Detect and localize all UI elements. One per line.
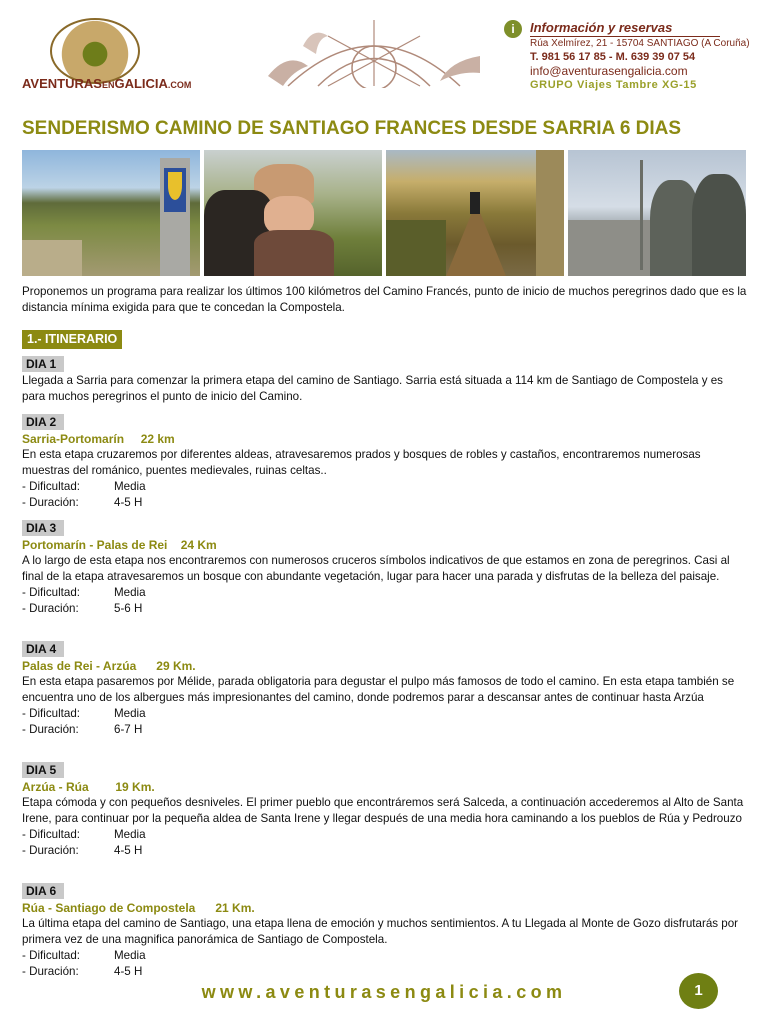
day-description: En esta etapa cruzaremos por diferentes aldeas, atravesaremos prados y bosques de robles y castaños, encontraremos numerosas muestras del románico, puentes medievales, ruinas celtas.. [22,448,701,477]
photo-pilgrim-hiker [204,150,382,276]
difficulty-row: - Dificultad: Media [22,586,146,599]
day-route: Palas de Rei - Arzúa 29 Km. [22,659,196,673]
info-title: Información y reservas [530,20,673,35]
day-description: La última etapa del camino de Santiago, una etapa llena de emoción y muchos sentimientos. A tu Llegada al Monte de Gozo disfrutarás por primera vez de una magnifica panorámica de Santiago de Compostela. [22,917,739,946]
day-block [22,355,748,405]
difficulty-row: - Dificultad: Media [22,949,146,962]
day-description: En esta etapa pasaremos por Mélide, parada obligatoria para degustar el pulpo más famosos de todo el camino. En esta etapa también se encuentra uno de los albergues más impresionantes del camino, donde podremos parar a descansar antes de continuar hasta Arzúa [22,675,735,704]
section-title-itinerary: 1.- ITINERARIO [22,330,122,349]
photo-pilgrim-statues [568,150,746,276]
day-description: A lo largo de esta etapa nos encontraremos con numerosos cruceros símbolos indicativos de que estamos en zona de peregrinos. Casi al final de la etapa atravesaremos un bosque con abundante vegetación, lugar para hacer una parada y disfrutas de la belleza del paisaje. [22,554,730,583]
compass-rose-decoration [258,16,490,88]
difficulty-row: - Dificultad: Media [22,828,146,841]
contact-info-block [502,18,752,98]
agency-group: GRUPO Viajes Tambre XG-15 [530,79,697,91]
day-block [22,761,748,858]
difficulty-row: - Dificultad: Media [22,480,146,493]
duration-row: - Duración: 6-7 H [22,722,143,736]
day-route: Arzúa - Rúa 19 Km. [22,780,155,794]
day-block [22,519,748,616]
intro-paragraph: Proponemos un programa para realizar los últimos 100 kilómetros del Camino Francés, punto de inicio de muchos peregrinos dado que es la distancia mínima exigida para que te concedan la Compostela. [22,285,747,314]
day-badge: DIA 1 [22,356,64,372]
day-route: Sarria-Portomarín 22 km [22,432,175,446]
email-link[interactable]: info@aventurasengalicia.com [530,64,688,78]
day-badge: DIA 3 [22,520,64,536]
duration-row: - Duración: 4-5 H [22,964,143,978]
logo-emblem [50,18,140,84]
day-badge: DIA 5 [22,762,64,778]
phone-number[interactable]: T. 981 56 17 85 - M. 639 39 07 54 [530,51,696,63]
day-block [22,640,748,737]
day-route: Rúa - Santiago de Compostela 21 Km. [22,901,255,915]
page-number-badge: 1 [679,973,718,1009]
day-block [22,413,748,510]
logo-text: AVENTURASENGALICIA.COM [22,76,192,91]
difficulty-row: - Dificultad: Media [22,707,146,720]
photo-trail-marker [22,150,200,276]
photo-forest-path [386,150,564,276]
day-badge: DIA 6 [22,883,64,899]
duration-row: - Duración: 4-5 H [22,495,143,509]
day-description: Etapa cómoda y con pequeños desniveles. El primer pueblo que encontráremos será Salceda, a continuación accederemos al Alto de Santa Irene, para continuar por la pequeña aldea de Santa Irene y llegar después de una media hora caminando a los pueblos de Rúa y Pedrouzo [22,796,744,825]
address: Rúa Xelmírez, 21 - 15704 SANTIAGO (A Coruña) [530,38,750,49]
day-block [22,882,748,979]
page-title: SENDERISMO CAMINO DE SANTIAGO FRANCES DESDE SARRIA 6 DIAS [22,118,682,139]
duration-row: - Duración: 4-5 H [22,843,143,857]
info-icon: i [504,20,522,38]
day-route: Portomarín - Palas de Rei 24 Km [22,538,217,552]
day-badge: DIA 2 [22,414,64,430]
day-description: Llegada a Sarria para comenzar la primera etapa del camino de Santiago. Sarria está situada a 114 km de Santiago de Compostela y es para muchos peregrinos el punto de inicio del Camino. [22,374,723,403]
divider [530,36,720,37]
day-badge: DIA 4 [22,641,64,657]
company-logo [22,18,192,94]
footer-website-link[interactable]: www.aventurasengalicia.com [201,982,567,1002]
duration-row: - Duración: 5-6 H [22,601,143,615]
